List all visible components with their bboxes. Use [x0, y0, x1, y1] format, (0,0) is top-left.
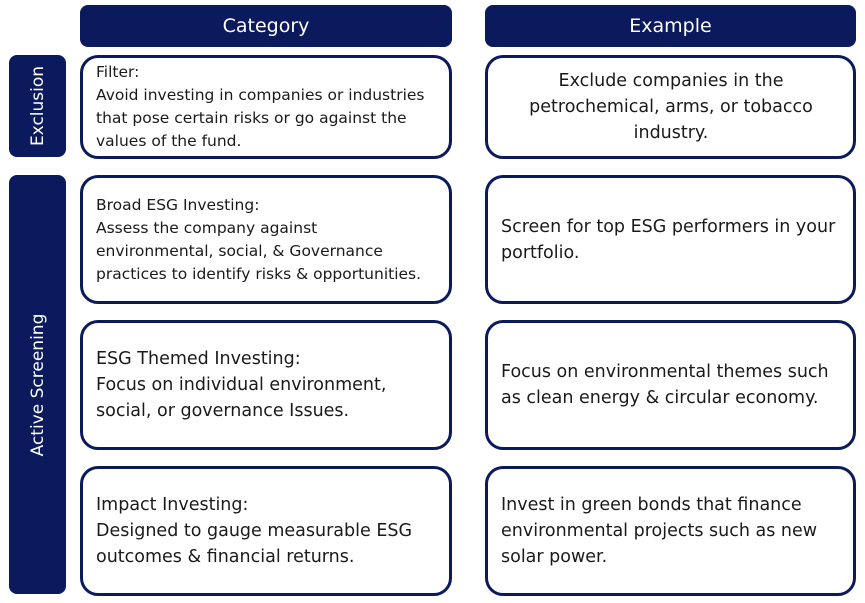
- category-description: Designed to gauge measurable ESG outcomes & financial returns.: [96, 521, 413, 567]
- category-header-label: Category: [222, 15, 310, 37]
- exclusion-label: Exclusion: [27, 65, 48, 147]
- category-box-broad-esg: [80, 175, 452, 304]
- category-box-themed: [80, 320, 452, 450]
- example-header: [485, 5, 856, 47]
- category-box-impact: [80, 466, 452, 596]
- category-header: [80, 5, 452, 47]
- category-title: Broad ESG Investing:: [96, 195, 260, 214]
- example-text: Exclude companies in the petrochemical, arms, or tobacco industry.: [529, 71, 813, 143]
- active-screening-group-label: [9, 175, 66, 594]
- category-description: Avoid investing in companies or industries that pose certain risks or go against the values of the fund.: [96, 86, 425, 150]
- category-title: ESG Themed Investing:: [96, 349, 301, 369]
- category-title: Filter:: [96, 63, 140, 81]
- active-screening-label: Active Screening: [27, 313, 48, 456]
- example-box-broad-esg: [485, 175, 856, 304]
- example-header-label: Example: [629, 15, 712, 37]
- example-box-impact: [485, 466, 856, 596]
- category-title: Impact Investing:: [96, 495, 249, 515]
- category-description: Focus on individual environment, social, or governance Issues.: [96, 375, 387, 421]
- example-box-filter: [485, 55, 856, 159]
- example-text: Screen for top ESG performers in your portfolio.: [501, 216, 836, 263]
- example-box-themed: [485, 320, 856, 450]
- category-box-filter: [80, 55, 452, 159]
- example-text: Invest in green bonds that finance environmental projects such as new solar power.: [501, 495, 818, 567]
- example-text: Focus on environmental themes such as clean energy & circular economy.: [501, 362, 829, 408]
- category-description: Assess the company against environmental, social, & Governance practices to identify risks & opportunities.: [96, 218, 422, 283]
- exclusion-group-label: [9, 55, 66, 157]
